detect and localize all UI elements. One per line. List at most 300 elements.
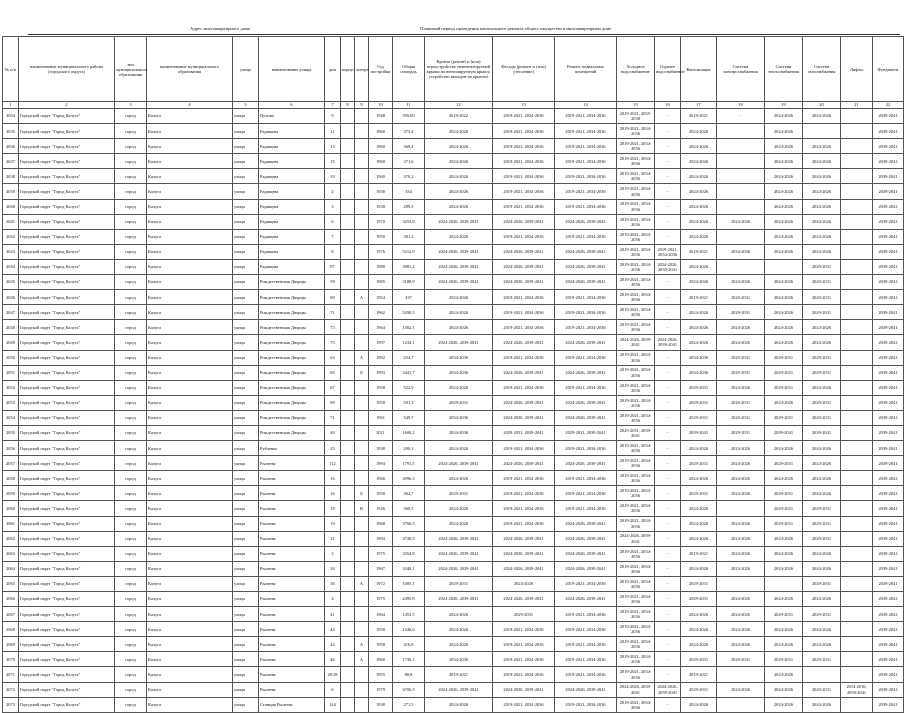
table-cell: - (655, 471, 681, 486)
table-cell (341, 139, 355, 154)
table-cell: 2024-2026 (425, 169, 493, 184)
table-cell: Городской округ "Город Калуга" (19, 576, 115, 591)
table-cell: Рылеева (259, 622, 325, 637)
table-cell: Рылеева (259, 486, 325, 501)
table-cell: 2024-2026, 2039-2041 (655, 335, 681, 350)
table-row (3, 486, 904, 501)
table-cell: город (115, 471, 147, 486)
column-number: 19 (765, 102, 803, 109)
column-header: Система газоснабжения (803, 37, 841, 102)
table-cell: 1966 (369, 471, 393, 486)
table-cell: 2029-2031, 2039-2041 (493, 425, 555, 440)
table-cell: 2047 (3, 305, 19, 320)
table-cell: 2029-2031 (681, 456, 717, 471)
table-cell: 2024-2026 (717, 380, 765, 395)
table-cell (841, 561, 873, 576)
table-cell: - (655, 425, 681, 440)
table-cell: 2019-2021, 2034-2036 (617, 124, 655, 139)
table-cell: 2024-2026, 2039-2041 (555, 335, 617, 350)
table-cell: 2070 (3, 652, 19, 667)
table-cell: 2019-2021 (681, 109, 717, 124)
table-cell: Городской округ "Город Калуга" (19, 199, 115, 214)
table-cell: 254,7 (393, 350, 425, 365)
table-cell: 2039-2041 (873, 561, 904, 576)
table-cell: 2024-2026 (717, 456, 765, 471)
table-cell (841, 124, 873, 139)
table-cell: 2019-2021, 2034-2036 (617, 169, 655, 184)
table-cell: улица (233, 410, 259, 425)
table-cell: 2024-2026 (765, 214, 803, 229)
table-cell (341, 395, 355, 410)
column-number: 3 (115, 102, 147, 109)
table-cell: 2039-2041 (873, 395, 904, 410)
table-cell: 2019-2021, 2034-2036 (555, 199, 617, 214)
table-cell: 2014-2016, 2039-2041 (841, 682, 873, 697)
table-cell: 2064 (3, 561, 19, 576)
table-cell: 2019-2021, 2034-2036 (555, 320, 617, 335)
table-cell: Рылеева (259, 667, 325, 682)
table-cell: 2024-2026 (717, 441, 765, 456)
table-cell: 1958 (369, 395, 393, 410)
table-row (3, 652, 904, 667)
table-cell (841, 380, 873, 395)
table-cell: 2019-2021, 2034-2036 (493, 199, 555, 214)
column-header: Фасады (ремонт и (или) утепление) (493, 37, 555, 102)
table-cell (841, 229, 873, 244)
table-cell: 2019-2021, 2034-2036 (617, 471, 655, 486)
table-cell: Калуга (147, 214, 233, 229)
table-cell: - (655, 652, 681, 667)
table-cell: Городской округ "Город Калуга" (19, 229, 115, 244)
table-cell: 2024-2026 (803, 471, 841, 486)
table-cell: - (655, 199, 681, 214)
repair-period-group-caption: Плановый период проведения капитального ремонта общего имущества в многоквартирном доме (420, 26, 612, 31)
table-cell (841, 471, 873, 486)
table-cell: 2024-2026, 2039-2041 (425, 531, 493, 546)
table-cell: 2019-2021, 2034-2036 (555, 441, 617, 456)
table-cell: 2024-2026 (717, 607, 765, 622)
table-cell: - (655, 290, 681, 305)
table-cell: 2019-2021, 2035-2038 (617, 109, 655, 124)
table-cell: 13 (325, 139, 341, 154)
table-cell: 2029-2031 (681, 576, 717, 591)
table-cell: 2024-2026 (681, 229, 717, 244)
table-cell: 25 (325, 441, 341, 456)
table-cell: улица (233, 516, 259, 531)
table-row (3, 184, 904, 199)
table-row (3, 290, 904, 305)
table-cell (341, 320, 355, 335)
table-cell (341, 576, 355, 591)
table-cell (341, 667, 355, 682)
table-cell (355, 592, 369, 607)
table-cell: 289,3 (393, 199, 425, 214)
table-cell: Городской округ "Город Калуга" (19, 425, 115, 440)
table-cell (841, 139, 873, 154)
table-cell: 2019-2021, 2034-2036 (617, 259, 655, 274)
column-number: 17 (681, 102, 717, 109)
table-cell: 2024-2026, 2039-2041 (425, 214, 493, 229)
table-cell: 362,7 (393, 486, 425, 501)
table-cell: 2019-2021, 2034-2036 (617, 576, 655, 591)
table-row (3, 335, 904, 350)
table-row (3, 229, 904, 244)
table-cell: 2019-2021, 2034-2036 (555, 380, 617, 395)
table-row (3, 531, 904, 546)
table-cell: 2065 (3, 576, 19, 591)
table-cell: город (115, 441, 147, 456)
table-cell: 2024-2026 (717, 637, 765, 652)
table-cell: 2019-2021, 2034-2036 (617, 622, 655, 637)
table-cell: Калуга (147, 335, 233, 350)
column-number: 20 (803, 102, 841, 109)
table-cell: 2039-2041 (873, 229, 904, 244)
table-cell: 2019-2021, 2034-2036 (555, 154, 617, 169)
table-cell: 1954 (369, 290, 393, 305)
table-cell: 522,9 (393, 380, 425, 395)
table-cell: 2062 (3, 531, 19, 546)
table-cell: 2019-2021, 2034-2036 (617, 305, 655, 320)
table-row (3, 259, 904, 274)
table-cell: Городской округ "Город Калуга" (19, 486, 115, 501)
table-cell: 2055 (3, 425, 19, 440)
table-cell: - (655, 124, 681, 139)
table-cell: 549,7 (393, 410, 425, 425)
table-cell (341, 169, 355, 184)
table-cell: Городской округ "Город Калуга" (19, 169, 115, 184)
table-cell: 1968 (369, 516, 393, 531)
table-cell: Калуга (147, 622, 233, 637)
table-cell: 2019-2021 (681, 667, 717, 682)
table-row (3, 441, 904, 456)
table-cell: - (655, 607, 681, 622)
table-cell: 2019-2021, 2034-2036 (617, 607, 655, 622)
table-cell: Городской округ "Город Калуга" (19, 365, 115, 380)
table-cell: 2019-2021, 2034-2036 (493, 637, 555, 652)
table-cell: 2024-2026, 2039-2041 (655, 259, 681, 274)
table-cell: 2039-2041 (873, 365, 904, 380)
table-cell: улица (233, 561, 259, 576)
table-cell (841, 576, 873, 591)
table-cell (341, 410, 355, 425)
table-row (3, 350, 904, 365)
table-cell: 2024-2026 (765, 637, 803, 652)
table-cell: улица (233, 576, 259, 591)
column-header: № п/п (3, 37, 19, 102)
table-row (3, 576, 904, 591)
table-cell: 2058 (3, 471, 19, 486)
table-cell: 2029-2031 (681, 395, 717, 410)
table-cell: 2024-2026 (681, 259, 717, 274)
table-cell: 2024-2026 (803, 154, 841, 169)
table-cell: Радищева (259, 244, 325, 259)
table-cell: - (655, 365, 681, 380)
table-cell: 2024-2026 (765, 682, 803, 697)
table-cell: Рылеева (259, 516, 325, 531)
table-cell: город (115, 290, 147, 305)
table-cell: 2019-2021, 2034-2036 (617, 350, 655, 365)
table-cell: 2024-2026 (765, 441, 803, 456)
table-cell (341, 561, 355, 576)
table-cell: 2029-2031 (765, 350, 803, 365)
table-cell: город (115, 139, 147, 154)
table-cell: 2024-2026 (765, 275, 803, 290)
table-row (3, 305, 904, 320)
table-cell: Калуга (147, 395, 233, 410)
table-cell: Калуга (147, 546, 233, 561)
table-cell (841, 199, 873, 214)
table-cell: 2066 (3, 592, 19, 607)
table-cell: 1960 (369, 652, 393, 667)
table-cell: улица (233, 486, 259, 501)
column-header: Канализация (681, 37, 717, 102)
table-cell (717, 184, 765, 199)
table-cell: - (655, 531, 681, 546)
table-cell: Б (355, 486, 369, 501)
table-cell: 2024-2026 (681, 607, 717, 622)
table-cell: город (115, 109, 147, 124)
column-header: Система теплоснабжения (765, 37, 803, 102)
table-cell: 2019-2021, 2034-2036 (617, 139, 655, 154)
table-cell: Калуга (147, 576, 233, 591)
table-cell: 2039-2041 (873, 622, 904, 637)
table-cell: 2019-2021, 2034-2036 (493, 471, 555, 486)
table-cell: 2024-2026 (765, 546, 803, 561)
table-cell: 2019-2021, 2034-2036 (493, 501, 555, 516)
table-cell (841, 667, 873, 682)
table-cell: Радищева (259, 199, 325, 214)
table-cell: город (115, 229, 147, 244)
table-cell: 2024-2026 (425, 139, 493, 154)
table-cell: 2024-2026 (765, 154, 803, 169)
table-cell: 2024-2026 (803, 320, 841, 335)
table-row (3, 214, 904, 229)
table-cell: - (655, 154, 681, 169)
table-cell: 2024-2026 (803, 486, 841, 501)
table-cell (717, 169, 765, 184)
table-cell: 2029-2031 (803, 501, 841, 516)
table-cell: 2019-2021, 2034-2036 (617, 652, 655, 667)
table-cell: 2024-2026 (681, 501, 717, 516)
table-cell: город (115, 697, 147, 712)
table-cell: 2024-2026, 2039-2041 (425, 335, 493, 350)
table-cell: 370,2 (393, 169, 425, 184)
table-cell: 5298,5 (393, 305, 425, 320)
table-cell: 2024-2026, 2039-2041 (555, 592, 617, 607)
table-row (3, 637, 904, 652)
table-cell: 2019-2021, 2034-2036 (493, 229, 555, 244)
address-group-caption: Адрес многоквартирного дома (190, 26, 250, 31)
table-cell (841, 456, 873, 471)
table-cell: 2029-2031 (425, 395, 493, 410)
table-cell: - (655, 169, 681, 184)
table-cell (355, 259, 369, 274)
table-cell: 2039-2041 (873, 244, 904, 259)
table-cell: 2024-2026, 2039-2041 (493, 592, 555, 607)
table-cell: 2024-2026 (765, 335, 803, 350)
table-cell: 2039-2041 (873, 109, 904, 124)
table-cell: улица (233, 169, 259, 184)
table-cell: - (655, 667, 681, 682)
table-cell: Городской округ "Город Калуга" (19, 124, 115, 139)
table-cell: 2063 (3, 546, 19, 561)
table-cell: улица (233, 622, 259, 637)
table-cell: 2024-2026 (681, 561, 717, 576)
table-cell: 2024-2026, 2039-2041 (493, 682, 555, 697)
table-cell: Городской округ "Город Калуга" (19, 259, 115, 274)
table-cell: 2053 (3, 395, 19, 410)
table-cell: 2039-2041 (873, 335, 904, 350)
table-cell: 2034-2036 (717, 244, 765, 259)
table-cell: 2039 (3, 184, 19, 199)
table-cell (355, 395, 369, 410)
table-cell (341, 184, 355, 199)
table-cell: 2019-2021, 2034-2036 (493, 697, 555, 712)
table-cell: Городской округ "Город Калуга" (19, 697, 115, 712)
table-cell (341, 199, 355, 214)
table-cell: 1960 (369, 169, 393, 184)
table-cell: 2019-2021, 2034-2036 (493, 184, 555, 199)
table-cell: 2043 (3, 244, 19, 259)
table-cell: 2019-2021, 2034-2036 (617, 244, 655, 259)
table-cell (765, 576, 803, 591)
table-cell: 2019-2021, 2034-2036 (617, 380, 655, 395)
table-cell: 1960 (369, 139, 393, 154)
table-cell: 1962 (369, 305, 393, 320)
table-cell: 2041 (3, 214, 19, 229)
table-cell: 2019-2021, 2034-2036 (617, 229, 655, 244)
table-cell: Калуга (147, 682, 233, 697)
table-cell (355, 229, 369, 244)
table-cell (341, 335, 355, 350)
table-cell: 2039-2041 (873, 546, 904, 561)
column-header: наименование муниципального образования (147, 37, 233, 102)
column-number: 11 (393, 102, 425, 109)
table-cell: 1948 (369, 109, 393, 124)
table-cell: 2039-2041 (873, 410, 904, 425)
table-cell: Радищева (259, 154, 325, 169)
table-cell: 2039-2041 (681, 425, 717, 440)
table-cell: 416,8 (393, 637, 425, 652)
table-cell: 1979 (369, 682, 393, 697)
table-cell: Радищева (259, 214, 325, 229)
table-cell: улица (233, 425, 259, 440)
table-cell: А (355, 576, 369, 591)
table-cell: 75 (325, 335, 341, 350)
table-cell: город (115, 214, 147, 229)
table-cell: 71 (325, 410, 341, 425)
table-cell: 2039-2041 (873, 425, 904, 440)
table-cell: 2019-2021, 2034-2036 (617, 456, 655, 471)
table-cell (341, 622, 355, 637)
table-cell: 2019-2021, 2034-2036 (493, 169, 555, 184)
table-cell (355, 184, 369, 199)
table-cell: 2019-2021, 2034-2036 (617, 441, 655, 456)
table-cell: 2051 (3, 365, 19, 380)
table-cell: 2024-2026, 2039-2041 (617, 335, 655, 350)
table-cell: 2068 (3, 622, 19, 637)
table-cell: 2024-2026, 2039-2041 (493, 531, 555, 546)
table-cell: 7 (325, 229, 341, 244)
table-cell (765, 259, 803, 274)
table-cell: - (655, 516, 681, 531)
table-cell: 2024-2026 (803, 109, 841, 124)
table-cell: 2059 (3, 486, 19, 501)
table-cell: 2029-2031 (717, 305, 765, 320)
table-cell: Калуга (147, 290, 233, 305)
table-cell: 2024-2026 (681, 139, 717, 154)
table-cell: 2029-2031 (765, 365, 803, 380)
table-cell (717, 139, 765, 154)
table-cell: 2019-2021, 2034-2036 (555, 350, 617, 365)
table-cell: 2024-2026 (717, 486, 765, 501)
column-header: Кровля (ремонт и (или) переустройство невентилируемой крыши на вентилируемую крышу, устройство выходов на кровлю) (425, 37, 493, 102)
table-cell: город (115, 637, 147, 652)
table-cell (841, 637, 873, 652)
header-row (3, 37, 904, 102)
table-cell: 2060 (3, 501, 19, 516)
table-cell: 2019-2021, 2034-2036 (617, 637, 655, 652)
table-cell: 2024-2026, 2039-2041 (493, 561, 555, 576)
table-cell: 2024-2026 (681, 154, 717, 169)
table-cell: 2024-2026 (803, 456, 841, 471)
table-cell (355, 169, 369, 184)
table-cell: Калуга (147, 350, 233, 365)
table-row (3, 320, 904, 335)
table-cell: 2019-2021, 2034-2036 (617, 516, 655, 531)
table-cell: 2067 (3, 607, 19, 622)
table-cell: улица (233, 380, 259, 395)
table-cell: 2024-2026 (765, 697, 803, 712)
table-cell: 112 (325, 456, 341, 471)
table-cell: Калуга (147, 486, 233, 501)
table-cell: Городской округ "Город Калуга" (19, 290, 115, 305)
table-cell: 2024-2026, 2039-2041 (425, 259, 493, 274)
table-cell: Городской округ "Город Калуга" (19, 139, 115, 154)
table-cell: 2029-2031 (803, 259, 841, 274)
table-cell: 1950 (369, 229, 393, 244)
table-cell: 2019-2021, 2034-2036 (617, 154, 655, 169)
table-cell: Калуга (147, 456, 233, 471)
table-cell (355, 682, 369, 697)
table-cell: улица (233, 320, 259, 335)
table-cell: 2024-2026 (425, 305, 493, 320)
table-cell: 2019-2021, 2034-2036 (555, 290, 617, 305)
table-cell: 2019-2021, 2034-2036 (555, 109, 617, 124)
column-header: наименование муниципального района (городского округа) (19, 37, 115, 102)
table-cell: 2019-2021, 2034-2036 (555, 501, 617, 516)
table-cell: 2024-2026 (425, 516, 493, 531)
table-cell: Калуга (147, 607, 233, 622)
table-cell: 2029-2031 (681, 592, 717, 607)
table-cell: 3188,9 (393, 275, 425, 290)
table-cell: улица (233, 395, 259, 410)
table-cell: 2024-2026 (803, 184, 841, 199)
column-number: 9 (355, 102, 369, 109)
table-cell: 2019-2021 (425, 667, 493, 682)
table-cell (355, 441, 369, 456)
table-cell: 2024-2026, 2039-2041 (425, 244, 493, 259)
table-cell: 2029-2031 (803, 305, 841, 320)
table-cell: Городской округ "Город Калуга" (19, 501, 115, 516)
table-cell: 2024-2026 (803, 637, 841, 652)
table-cell: город (115, 410, 147, 425)
table-cell: 2019-2021, 2034-2036 (493, 652, 555, 667)
table-cell: город (115, 275, 147, 290)
table-cell: Калуга (147, 637, 233, 652)
table-cell: Рождественская Дворцы (259, 425, 325, 440)
table-cell: 2 (325, 184, 341, 199)
